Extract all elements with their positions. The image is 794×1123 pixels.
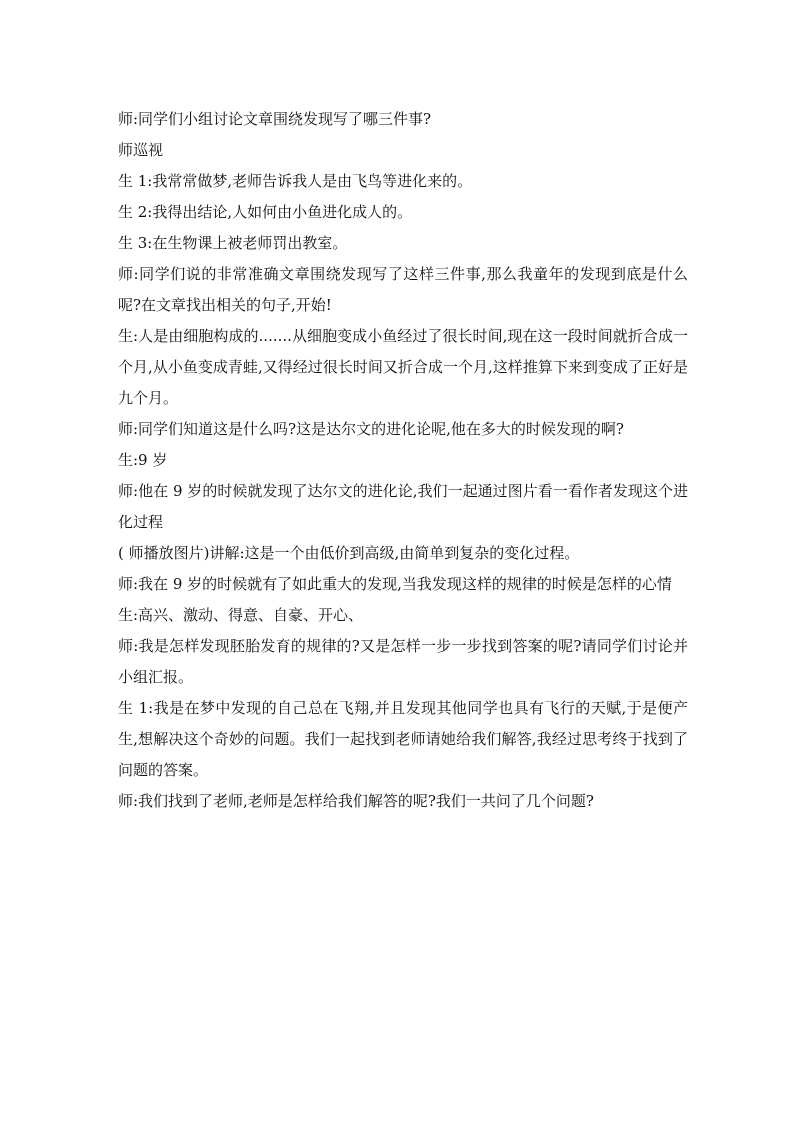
paragraph-13: 生:高兴、激动、得意、自豪、开心、 <box>118 606 364 624</box>
paragraph-4: 生 2:我得出结论,人如何由小鱼进化成人的。 <box>118 203 413 221</box>
paragraph-15: 生 1:我是在梦中发现的自己总在飞翔,并且发现其他同学也具有飞行的天赋,于是便产生,想解决这个奇妙的问题。我们一起找到老师请她给我们解答,我经过思考终于找到了问题的答案。 <box>118 699 688 779</box>
paragraph-5: 生 3:在生物课上被老师罚出教室。 <box>118 234 348 252</box>
paragraph-2: 师巡视 <box>118 141 164 159</box>
paragraph-1: 师:同学们小组讨论文章围绕发现写了哪三件事? <box>118 110 432 128</box>
paragraph-11: ( 师播放图片)讲解:这是一个由低价到高级,由简单到复杂的变化过程。 <box>118 544 580 562</box>
paragraph-14: 师:我是怎样发现胚胎发育的规律的?又是怎样一步一步找到答案的呢?请同学们讨论并小组汇报。 <box>118 637 688 686</box>
paragraph-6: 师:同学们说的非常准确文章围绕发现写了这样三件事,那么我童年的发现到底是什么呢?在文章找出相关的句子,开始! <box>118 265 688 314</box>
paragraph-3: 生 1:我常常做梦,老师告诉我人是由飞鸟等进化来的。 <box>118 172 473 190</box>
paragraph-10: 师:他在 9 岁的时候就发现了达尔文的进化论,我们一起通过图片看一看作者发现这个进化过程 <box>118 482 688 531</box>
document-body <box>118 104 688 817</box>
paragraph-7: 生:人是由细胞构成的.......从细胞变成小鱼经过了很长时间,现在这一段时间就折合成一个月,从小鱼变成青蛙,又得经过很长时间又折合成一个月,这样推算下来到变成了正好是九个月。 <box>118 327 688 407</box>
paragraph-8: 师:同学们知道这是什么吗?这是达尔文的进化论呢,他在多大的时候发现的啊? <box>118 420 624 438</box>
paragraph-9: 生:9 岁 <box>118 451 168 469</box>
paragraph-16: 师:我们找到了老师,老师是怎样给我们解答的呢?我们一共问了几个问题? <box>118 792 594 810</box>
paragraph-12: 师:我在 9 岁的时候就有了如此重大的发现,当我发现这样的规律的时候是怎样的心情 <box>118 575 672 593</box>
